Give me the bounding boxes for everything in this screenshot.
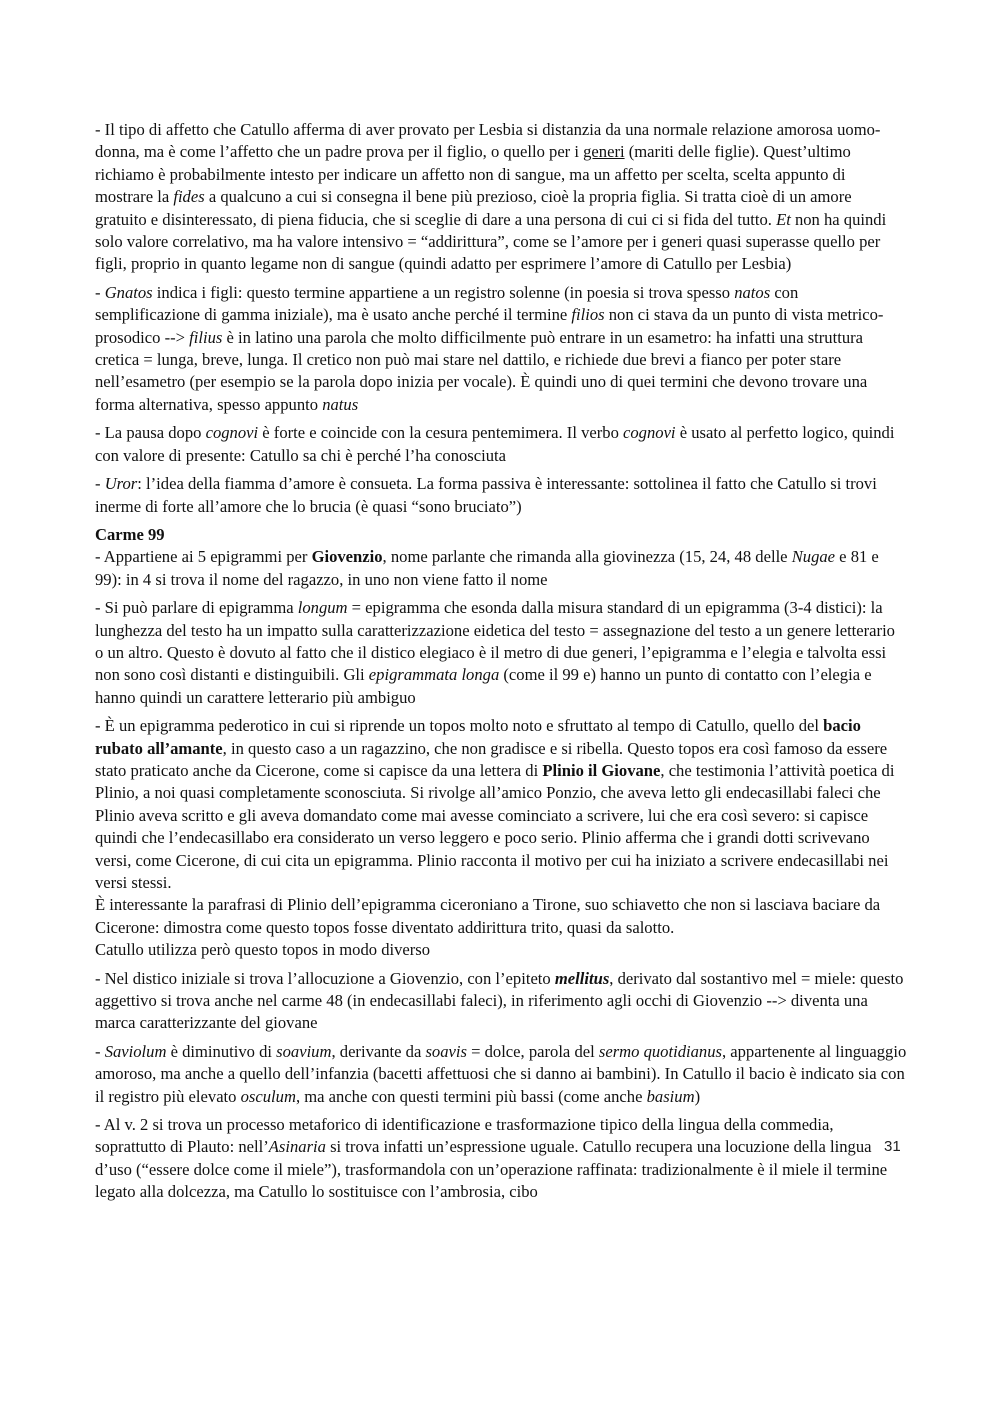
paragraph-epigramma-longum bbox=[95, 597, 907, 709]
text-run: , in questo caso a un ragazzino, che non gradisce e si ribella. Questo topos era così famoso da essere stato praticato anche da Cicerone, come si capisce da una lettera di bbox=[95, 738, 888, 780]
text-run: non ha quindi solo valore correlativo, ma ha valore intensivo = “addirittura”, come se l’amore per i generi quasi superasse quello per figli, proprio in quanto legame non di sangue (quindi adatto per esprimere l’amore di Catullo per Lesbia) bbox=[95, 209, 887, 274]
italic-term: osculum bbox=[240, 1086, 296, 1106]
paragraph-cognovi bbox=[95, 422, 907, 467]
paragraph-giovenzio bbox=[95, 546, 907, 591]
text-run: - Al v. 2 si trova un processo metaforico di identificazione e trasformazione tipico della lingua della commedia, soprattutto di Plauto: nell’ bbox=[95, 1115, 834, 1157]
italic-term: natus bbox=[322, 394, 359, 414]
italic-term: cognovi bbox=[623, 423, 676, 443]
text-run: - La pausa dopo bbox=[95, 423, 206, 443]
italic-term: filius bbox=[189, 327, 223, 347]
text-run: a qualcuno a cui si consegna il bene più prezioso, cioè la propria figlia. Si tratta cioè di un amore gratuito e disinteressato, di piena fiducia, che si sceglie di dare a una persona di cui ci si fida del tutto. bbox=[95, 187, 852, 229]
text-run: , appartenente al linguaggio amoroso, ma anche a quello dell’infanzia (bacetti affettuosi che si danno ai bambini). In Catullo il bacio è indicato sia con il registro più elevato bbox=[95, 1041, 907, 1106]
italic-term: Et bbox=[776, 209, 791, 229]
paragraph-mellitus bbox=[95, 968, 907, 1035]
bold-italic-term: mellitus bbox=[554, 968, 610, 988]
text-run: è in latino una parola che molto difficilmente può entrare in un esametro: ha infatti una struttura cretica = lunga, breve, lunga. Il cretico non può mai stare nel dattilo, e richiede due brevi a fianco per poter stare nell’esametro (per esempio se la parola dopo inizia per vocale). È quindi uno di quei termini che devono trovare una forma alternativa, spesso appunto bbox=[95, 327, 868, 414]
text-run: , derivato dal sostantivo mel = miele: questo aggettivo si trova anche nel carme 48 (in endecasillabi faleci), in riferimento agli occhi di Giovenzio --> diventa una marca caratterizzante del giovane bbox=[95, 968, 904, 1033]
text-run: con semplificazione di gamma iniziale), ma è usato anche perché il termine bbox=[95, 282, 799, 325]
bold-term: bacio rubato all’amante bbox=[95, 716, 861, 758]
page-body bbox=[95, 119, 907, 1210]
underlined-term: generi bbox=[583, 142, 625, 162]
text-run: (mariti delle figlie). Quest’ultimo richiamo è probabilmente intesto per indicare un affetto non di sangue, ma un affetto per scelta, scelta appunto di mostrare la bbox=[95, 142, 851, 207]
text-run: = dolce, parola del bbox=[466, 1041, 599, 1061]
italic-term: filios bbox=[571, 305, 605, 325]
italic-term: longum bbox=[297, 598, 348, 618]
text-run: è usato al perfetto logico, quindi con valore di presente: Catullo sa chi è perché l’ha conosciuta bbox=[95, 423, 895, 465]
paragraph-saviolum bbox=[95, 1041, 907, 1108]
text-run: - Si può parlare di epigramma bbox=[95, 598, 298, 618]
text-run: - bbox=[95, 474, 105, 494]
text-run: - Appartiene ai 5 epigrammi per bbox=[95, 547, 312, 567]
text-run: non ci stava da un punto di vista metrico-prosodico --> bbox=[95, 305, 884, 347]
text-run: - Nel distico iniziale si trova l’allocuzione a Giovenzio, con l’epiteto bbox=[95, 968, 555, 988]
text-run: (come il 99 e) hanno un punto di contatto con l’elegia e hanno quindi un carattere letterario più ambiguo bbox=[95, 665, 872, 707]
text-run: , ma anche con questi termini più bassi (come anche bbox=[295, 1086, 647, 1106]
text-run: e 81 e 99): in 4 si trova il nome del ragazzo, in uno non viene fatto il nome bbox=[95, 547, 879, 589]
italic-term: basium bbox=[646, 1086, 695, 1106]
paragraph-uror bbox=[95, 473, 907, 518]
text-run: è diminutivo di bbox=[166, 1041, 277, 1061]
italic-term: Saviolum bbox=[104, 1041, 167, 1061]
italic-term: sermo quotidianus bbox=[598, 1041, 722, 1061]
text-line: Catullo utilizza però questo topos in modo diverso bbox=[95, 940, 431, 960]
paragraph-affetto bbox=[95, 119, 907, 276]
text-run: = epigramma che esonda dalla misura standard di un epigramma (3-4 distici): la lunghezza del testo ha un impatto sulla caratterizzazione eidetica del testo = assegnazione del testo a un genere letterario o un altro. Questo è dovuto al fatto che il distico elegiaco è il metro di due generi, l’epigramma e l’elegia e talvolta essi non sono così distanti e distinguibili. Gli bbox=[95, 598, 895, 685]
text-run: - bbox=[95, 282, 105, 302]
italic-term: soavium bbox=[276, 1041, 332, 1061]
text-run: - È un epigramma pederotico in cui si riprende un topos molto noto e sfruttato al tempo di Catullo, quello del bbox=[95, 716, 824, 736]
bold-term: Giovenzio bbox=[311, 547, 383, 567]
italic-term: Nugae bbox=[791, 547, 836, 567]
text-run: , che testimonia l’attività poetica di Plinio, a noi quasi completamente sconosciuta. Si rivolge all’amico Ponzio, che aveva letto gli endecasillabi faleci che Plinio aveva scritto e gli aveva domandato come mai avesse cominciato a scrivere, lui che era così severo: si capisce quindi che l’endecasillabo era considerato un verso leggero e poco serio. Plinio afferma che i grandi dotti scrivevano versi, come Cicerone, di cui cita un epigramma. Plinio racconta il motivo per cui ha iniziato a scrivere endecasillabi nei versi stessi. bbox=[95, 760, 895, 892]
italic-term: Asinaria bbox=[268, 1137, 326, 1157]
italic-term: fides bbox=[173, 187, 205, 207]
text-run: , nome parlante che rimanda alla giovinezza (15, 24, 48 delle bbox=[382, 547, 792, 567]
section-heading: Carme 99 bbox=[95, 524, 165, 544]
bold-term: Plinio il Giovane bbox=[542, 760, 661, 780]
text-run: , derivante da bbox=[331, 1041, 426, 1061]
italic-term: soavis bbox=[425, 1041, 467, 1061]
text-run: - Il tipo di affetto che Catullo afferma di aver provato per Lesbia si distanzia da una normale relazione amorosa uomo-donna, ma è come l’affetto che un padre prova per il figlio, o quello per i bbox=[95, 120, 881, 162]
italic-term: Uror bbox=[104, 474, 138, 494]
text-run: indica i figli: questo termine appartiene a un registro solenne (in poesia si trova spesso bbox=[152, 282, 735, 302]
italic-term: cognovi bbox=[205, 423, 259, 443]
italic-term: natos bbox=[734, 282, 771, 302]
text-line: È interessante la parafrasi di Plinio dell’epigramma ciceroniano a Tirone, suo schiavetto che non si lasciava baciare da Cicerone: dimostra come questo topos fosse diventato addirittura trito, quasi da salotto. bbox=[95, 895, 881, 937]
text-run: ) bbox=[694, 1086, 701, 1106]
text-run: si trova infatti un’espressione uguale. Catullo recupera una locuzione della lingua d’uso (“essere dolce come il miele”), trasformandola con un’operazione raffinata: tradizionalmente è il miele il termine legato alla dolcezza, ma Catullo lo sostituisce con l’ambrosia, cibo bbox=[95, 1137, 888, 1202]
text-run: - bbox=[95, 1041, 105, 1061]
text-run: è forte e coincide con la cesura pentemimera. Il verbo bbox=[258, 423, 624, 443]
paragraph-gnatos bbox=[95, 282, 907, 416]
paragraph-pederotico bbox=[95, 715, 907, 961]
italic-term: Gnatos bbox=[104, 282, 153, 302]
italic-term: epigrammata longa bbox=[368, 665, 500, 685]
paragraph-metafora bbox=[95, 1114, 907, 1204]
page-number: 31 bbox=[884, 1138, 901, 1155]
text-run: : l’idea della fiamma d’amore è consueta. La forma passiva è interessante: sottolinea il fatto che Catullo si trovi inerme di forte all’amore che lo brucia (è quasi “sono bruciato”) bbox=[95, 474, 877, 516]
